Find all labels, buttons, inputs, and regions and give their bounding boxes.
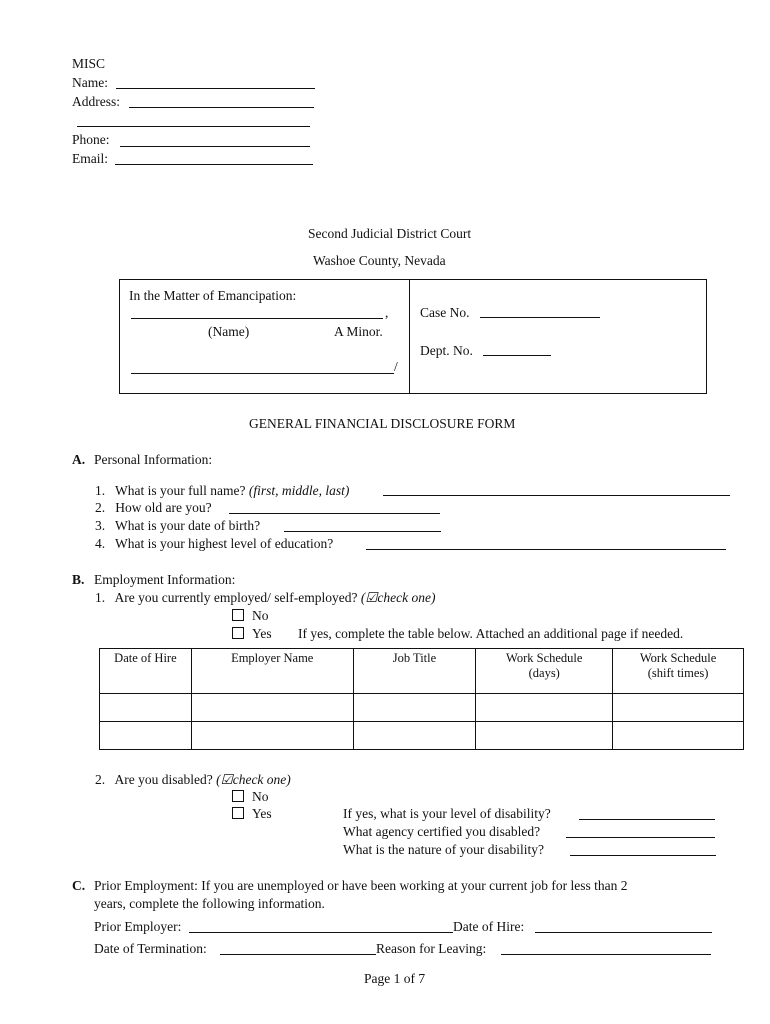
dept-no-label: Dept. No. bbox=[420, 343, 473, 358]
disability-agency-field[interactable] bbox=[566, 837, 715, 838]
question-text: How old are you? bbox=[115, 500, 212, 515]
employed-no-label: No bbox=[252, 608, 269, 623]
question-b2 bbox=[95, 771, 291, 788]
phone-row bbox=[72, 131, 110, 148]
question-a4 bbox=[95, 535, 333, 552]
question-number: 1. bbox=[95, 590, 106, 605]
prior-employer-label: Prior Employer: bbox=[94, 919, 182, 934]
dept-no-field[interactable] bbox=[483, 355, 551, 356]
termination-date-label: Date of Termination: bbox=[94, 941, 207, 956]
section-a-title: Personal Information: bbox=[94, 452, 213, 467]
table-cell[interactable] bbox=[353, 722, 476, 750]
column-header-employer-name: Employer Name bbox=[191, 649, 353, 694]
name-field[interactable] bbox=[116, 88, 315, 89]
question-a3 bbox=[95, 517, 260, 534]
birth-date-field[interactable] bbox=[284, 531, 441, 532]
section-c-line2: years, complete the following information. bbox=[94, 896, 325, 911]
caption-bottom-line[interactable] bbox=[131, 373, 394, 374]
employment-table bbox=[99, 648, 744, 750]
prior-date-of-hire-label: Date of Hire: bbox=[453, 919, 525, 934]
name-hint: (Name) bbox=[208, 324, 250, 339]
disability-agency-label: What agency certified you disabled? bbox=[343, 824, 541, 839]
prior-date-of-hire-field[interactable] bbox=[535, 932, 712, 933]
disabled-no-checkbox[interactable] bbox=[232, 790, 244, 802]
disabled-no-label: No bbox=[252, 789, 269, 804]
question-number: 1. bbox=[95, 483, 106, 498]
email-field[interactable] bbox=[115, 164, 313, 165]
column-header-job-title: Job Title bbox=[353, 649, 476, 694]
section-c-letter: C. bbox=[72, 878, 86, 893]
column-header-work-schedule-days: Work Schedule (days) bbox=[476, 649, 613, 694]
employed-yes-note: If yes, complete the table below. Attached an additional page if needed. bbox=[298, 626, 684, 641]
question-number: 2. bbox=[95, 772, 106, 787]
prior-employer-field[interactable] bbox=[189, 932, 453, 933]
section-c-line1: Prior Employment: If you are unemployed or have been working at your current job for less than 2 bbox=[94, 878, 628, 893]
table-cell[interactable] bbox=[353, 694, 476, 722]
question-a1 bbox=[95, 482, 349, 499]
column-header-work-schedule-shift-times: Work Schedule (shift times) bbox=[613, 649, 744, 694]
table-cell[interactable] bbox=[191, 694, 353, 722]
question-text: What is your date of birth? bbox=[115, 518, 261, 533]
employed-yes-checkbox[interactable] bbox=[232, 627, 244, 639]
page-number: Page 1 of 7 bbox=[364, 971, 426, 986]
question-number: 4. bbox=[95, 536, 106, 551]
address-field-line-2[interactable] bbox=[77, 126, 310, 127]
email-row bbox=[72, 150, 108, 167]
question-number: 2. bbox=[95, 500, 106, 515]
disabled-yes-option[interactable] bbox=[232, 805, 272, 822]
employed-no-option[interactable] bbox=[232, 607, 269, 624]
age-field[interactable] bbox=[229, 513, 440, 514]
name-row bbox=[72, 74, 108, 91]
question-text: Are you disabled? bbox=[114, 772, 213, 787]
question-text: What is your full name? bbox=[115, 483, 246, 498]
caption-divider bbox=[409, 279, 410, 394]
table-row bbox=[100, 694, 744, 722]
check-one-hint: (☑check one) bbox=[360, 590, 436, 605]
employed-no-checkbox[interactable] bbox=[232, 609, 244, 621]
court-county: Washoe County, Nevada bbox=[313, 253, 446, 268]
check-one-hint: (☑check one) bbox=[216, 772, 291, 787]
address-label: Address: bbox=[72, 94, 120, 109]
disabled-yes-checkbox[interactable] bbox=[232, 807, 244, 819]
phone-field[interactable] bbox=[120, 146, 310, 147]
caption-slash: / bbox=[394, 359, 398, 374]
misc-label: MISC bbox=[72, 56, 106, 71]
education-field[interactable] bbox=[366, 549, 726, 550]
table-cell[interactable] bbox=[613, 694, 744, 722]
court-name: Second Judicial District Court bbox=[308, 226, 472, 241]
employed-yes-option[interactable] bbox=[232, 625, 272, 642]
table-cell[interactable] bbox=[100, 694, 192, 722]
question-hint: (first, middle, last) bbox=[248, 483, 350, 498]
question-b1 bbox=[95, 589, 436, 606]
section-b-title: Employment Information: bbox=[94, 572, 236, 587]
column-header-date-of-hire: Date of Hire bbox=[100, 649, 192, 694]
form-title: GENERAL FINANCIAL DISCLOSURE FORM bbox=[249, 416, 516, 431]
section-b-letter: B. bbox=[72, 572, 85, 587]
matter-label: In the Matter of Emancipation: bbox=[129, 288, 297, 303]
table-cell[interactable] bbox=[100, 722, 192, 750]
disability-level-label: If yes, what is your level of disability? bbox=[343, 806, 551, 821]
table-cell[interactable] bbox=[191, 722, 353, 750]
question-number: 3. bbox=[95, 518, 106, 533]
minor-name-field[interactable] bbox=[131, 318, 383, 319]
case-no-label: Case No. bbox=[420, 305, 470, 320]
question-a2 bbox=[95, 499, 212, 516]
name-label: Name: bbox=[72, 75, 108, 90]
reason-for-leaving-label: Reason for Leaving: bbox=[376, 941, 487, 956]
termination-date-field[interactable] bbox=[220, 954, 376, 955]
disability-nature-field[interactable] bbox=[570, 855, 716, 856]
caption-comma: , bbox=[385, 305, 389, 320]
disability-nature-label: What is the nature of your disability? bbox=[343, 842, 544, 857]
address-field[interactable] bbox=[129, 107, 314, 108]
disability-level-field[interactable] bbox=[579, 819, 715, 820]
question-text: Are you currently employed/ self-employed? bbox=[114, 590, 358, 605]
table-cell[interactable] bbox=[476, 722, 613, 750]
section-a-letter: A. bbox=[72, 452, 86, 467]
disabled-yes-label: Yes bbox=[252, 806, 272, 821]
phone-label: Phone: bbox=[72, 132, 110, 147]
a-minor-label: A Minor. bbox=[334, 324, 383, 339]
email-label: Email: bbox=[72, 151, 108, 166]
table-header-row bbox=[100, 649, 744, 694]
case-no-field[interactable] bbox=[480, 317, 600, 318]
table-cell[interactable] bbox=[476, 694, 613, 722]
table-cell[interactable] bbox=[613, 722, 744, 750]
reason-for-leaving-field[interactable] bbox=[501, 954, 711, 955]
address-row bbox=[72, 93, 120, 110]
employed-yes-label: Yes bbox=[252, 626, 272, 641]
disabled-no-option[interactable] bbox=[232, 788, 269, 805]
question-text: What is your highest level of education? bbox=[115, 536, 334, 551]
table-row bbox=[100, 722, 744, 750]
full-name-field[interactable] bbox=[383, 495, 730, 496]
